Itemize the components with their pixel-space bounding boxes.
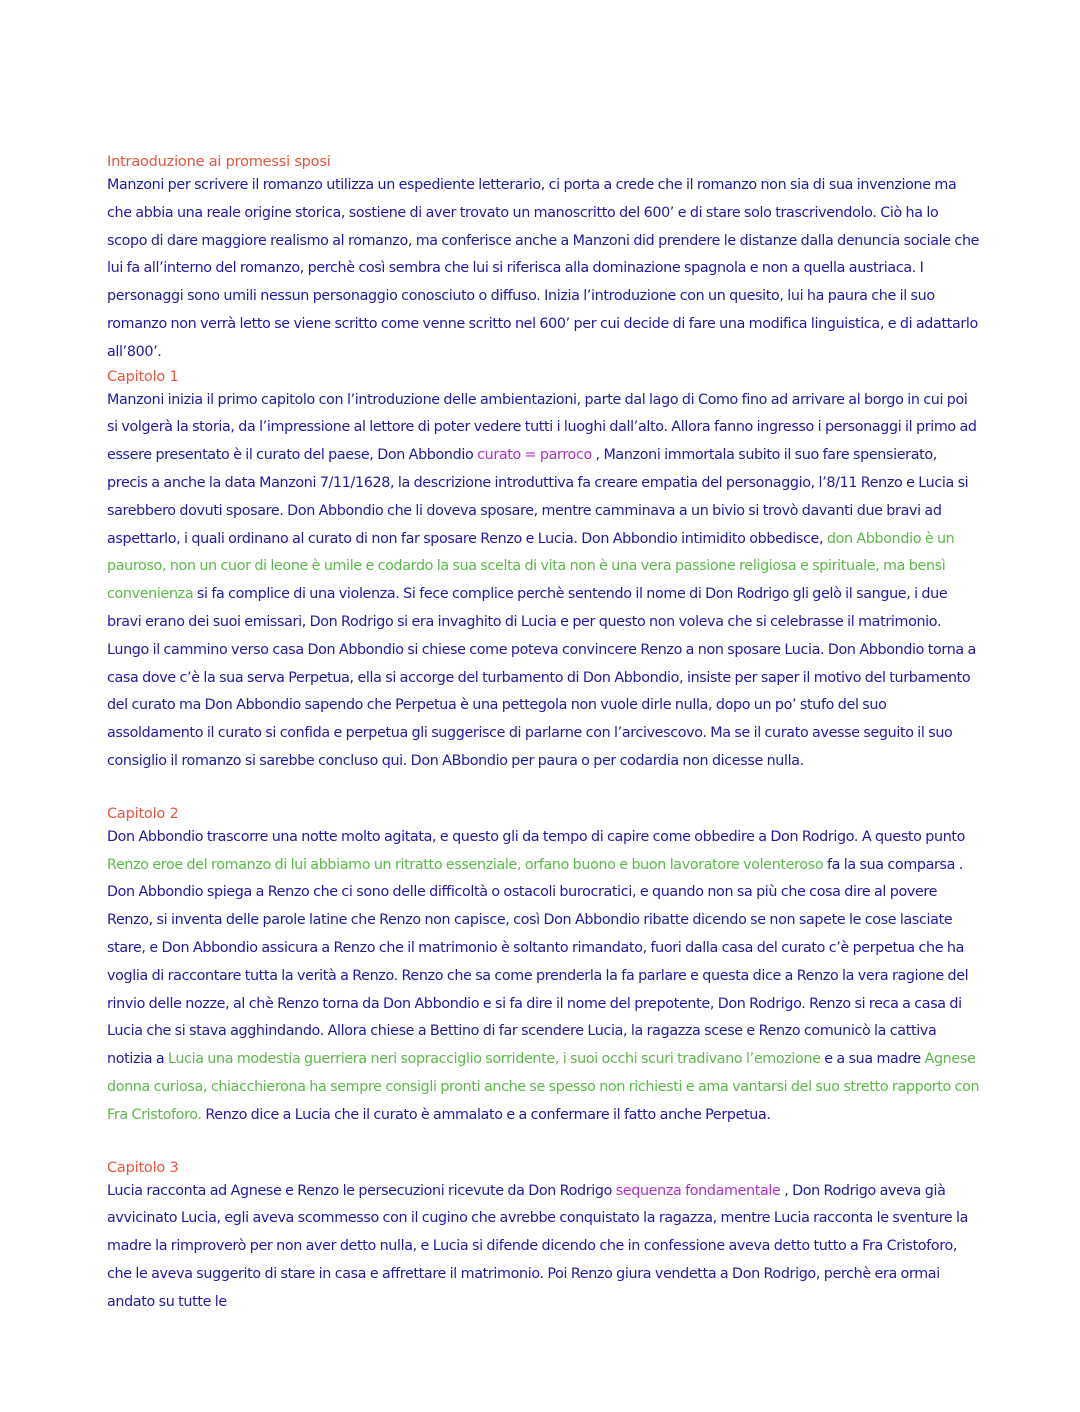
section-capitolo-3 bbox=[107, 1158, 980, 1317]
highlight-note: curato = parroco bbox=[477, 447, 592, 464]
character-description: Renzo eroe del romanzo di lui abbiamo un ritratto essenziale, orfano buono e buon lavoratore volenteroso bbox=[107, 856, 824, 873]
text-run: Don Abbondio trascorre una notte molto agitata, e questo gli da tempo di capire come obbedire a Don Rodrigo. A questo punto bbox=[107, 828, 966, 845]
character-description: Lucia una modestia guerriera neri sopracciglio sorridente, i suoi occhi scuri tradivano l’emozione bbox=[167, 1051, 821, 1068]
section-paragraph bbox=[107, 1178, 980, 1317]
spacer bbox=[107, 1130, 980, 1158]
text-run: fa la sua comparsa . Don Abbondio spiega a Renzo che ci sono delle difficoltà o ostacoli burocratici, e quando non sa più che cosa dire al povere Renzo, si inventa delle parole latine che Renzo non capisce, così Don Abbondio ribatte dicendo se non sapete le cose lasciate stare, e Don Abbondio assicura a Renzo che il matrimonio è soltanto rimandato, fuori dalla casa del curato c’è perpetua che ha voglia di raccontare tutta la verità a Renzo. Renzo che sa come prenderla la fa parlare e questa dice a Renzo la vera ragione del rinvio delle nozze, al chè Renzo torna da Don Abbondio e si fa dire il nome del prepotente, Don Rodrigo. Renzo si reca a casa di Lucia che si stava agghindando. Allora chiese a Bettino di far scendere Lucia, la ragazza scese e Renzo comunicò la cattiva notizia a bbox=[107, 856, 969, 1068]
section-capitolo-1 bbox=[107, 367, 980, 776]
section-capitolo-2 bbox=[107, 804, 980, 1130]
section-introduzione bbox=[107, 152, 980, 367]
character-description: don Abbondio è un pauroso, non un cuor di leone è umile e codardo la sua scelta di vita non è una vera passione religiosa e spirituale, ma bensì convenienza bbox=[107, 530, 955, 603]
section-paragraph bbox=[107, 387, 980, 776]
text-run: si fa complice di una violenza. Si fece complice perchè sentendo il nome di Don Rodrigo gli gelò il sangue, i due bravi erano dei suoi emissari, Don Rodrigo si era invaghito di Lucia e per questo non voleva che si celebrasse il matrimonio. Lungo il cammino verso casa Don Abbondio si chiese come poteva convincere Renzo a non sposare Lucia. Don Abbondio torna a casa dove c’è la sua serva Perpetua, ella si accorge del turbamento di Don Abbondio, insiste per saper il motivo del turbamento del curato ma Don Abbondio sapendo che Perpetua è una pettegola non vuole dirle nulla, dopo un po’ stufo del suo assoldamento il curato si confida e perpetua gli suggerisce di parlarne con l’arcivescovo. Ma se il curato avesse seguito il suo consiglio il romanzo si sarebbe concluso qui. Don ABbondio per paura o per codardia non dicesse nulla. bbox=[107, 586, 976, 769]
section-heading: Capitolo 3 bbox=[107, 1159, 179, 1176]
text-run: e a sua madre bbox=[820, 1051, 925, 1068]
section-heading: Intraoduzione ai promessi sposi bbox=[107, 154, 331, 170]
section-heading: Capitolo 1 bbox=[107, 368, 179, 385]
section-paragraph bbox=[107, 824, 980, 1130]
text-run: Lucia racconta ad Agnese e Renzo le persecuzioni ricevute da Don Rodrigo bbox=[107, 1182, 616, 1199]
text-run: , Manzoni immortala subito il suo fare spensierato, precis a anche la data Manzoni 7/11/1628, la descrizione introduttiva fa creare empatia del personaggio, l’8/11 Renzo e Lucia si sarebbero dovuti sposare. Don Abbondio che li doveva sposare, mentre camminava a un bivio si trovò davanti due bravi ad aspettarlo, i quali ordinano al curato di non far sposare Renzo e Lucia. Don Abbondio intimidito obbedisce, bbox=[107, 447, 969, 547]
text-run: Manzoni per scrivere il romanzo utilizza un espediente letterario, ci porta a crede che il romanzo non sia di sua invenzione ma che abbia una reale origine storica, sostiene di aver trovato un manoscritto del 600’ e di stare solo trascrivendolo. Ciò ha lo scopo di dare maggiore realismo al romanzo, ma conferisce anche a Manzoni did prendere le distanze dalla denuncia sociale che lui fa all’interno del romanzo, perchè così sembra che lui si riferisca alla dominazione spagnola e non a quella austriaca. I personaggi sono umili nessun personaggio conosciuto o diffuso. Inizia l’introduzione con un quesito, lui ha paura che il suo romanzo non verrà letto se viene scritto come venne scritto nel 600’ per cui decide di fare una modifica linguistica, e di adattarlo all’800’. bbox=[107, 177, 980, 360]
highlight-note: sequenza fondamentale bbox=[615, 1182, 781, 1199]
section-paragraph bbox=[107, 172, 980, 367]
text-run: , Don Rodrigo aveva già avvicinato Lucia, egli aveva scommesso con il cugino che avrebbe conquistato la ragazza, mentre Lucia racconta le sventure la madre la rimproverò per non aver detto nulla, e Lucia si difende dicendo che in confessione aveva detto tutto a Fra Cristoforo, che le aveva suggerito di stare in casa e affrettare il matrimonio. Poi Renzo giura vendetta a Don Rodrigo, perchè era ormai andato su tutte le bbox=[107, 1182, 969, 1310]
spacer bbox=[107, 776, 980, 804]
section-heading: Capitolo 2 bbox=[107, 805, 179, 822]
character-description: Agnese donna curiosa, chiacchierona ha sempre consigli pronti anche se spesso non richiesti e ama vantarsi del suo stretto rapporto con Fra Cristoforo. bbox=[107, 1051, 980, 1123]
text-run: Renzo dice a Lucia che il curato è ammalato e a confermare il fatto anche Perpetua. bbox=[201, 1106, 771, 1123]
text-run: Manzoni inizia il primo capitolo con l’introduzione delle ambientazioni, parte dal lago di Como fino ad arrivare al borgo in cui poi si volgerà la storia, da l’impressione al lettore di poter vedere tutti i luoghi dall’alto. Allora fanno ingresso i personaggi il primo ad essere presentato è il curato del paese, Don Abbondio bbox=[107, 391, 977, 464]
